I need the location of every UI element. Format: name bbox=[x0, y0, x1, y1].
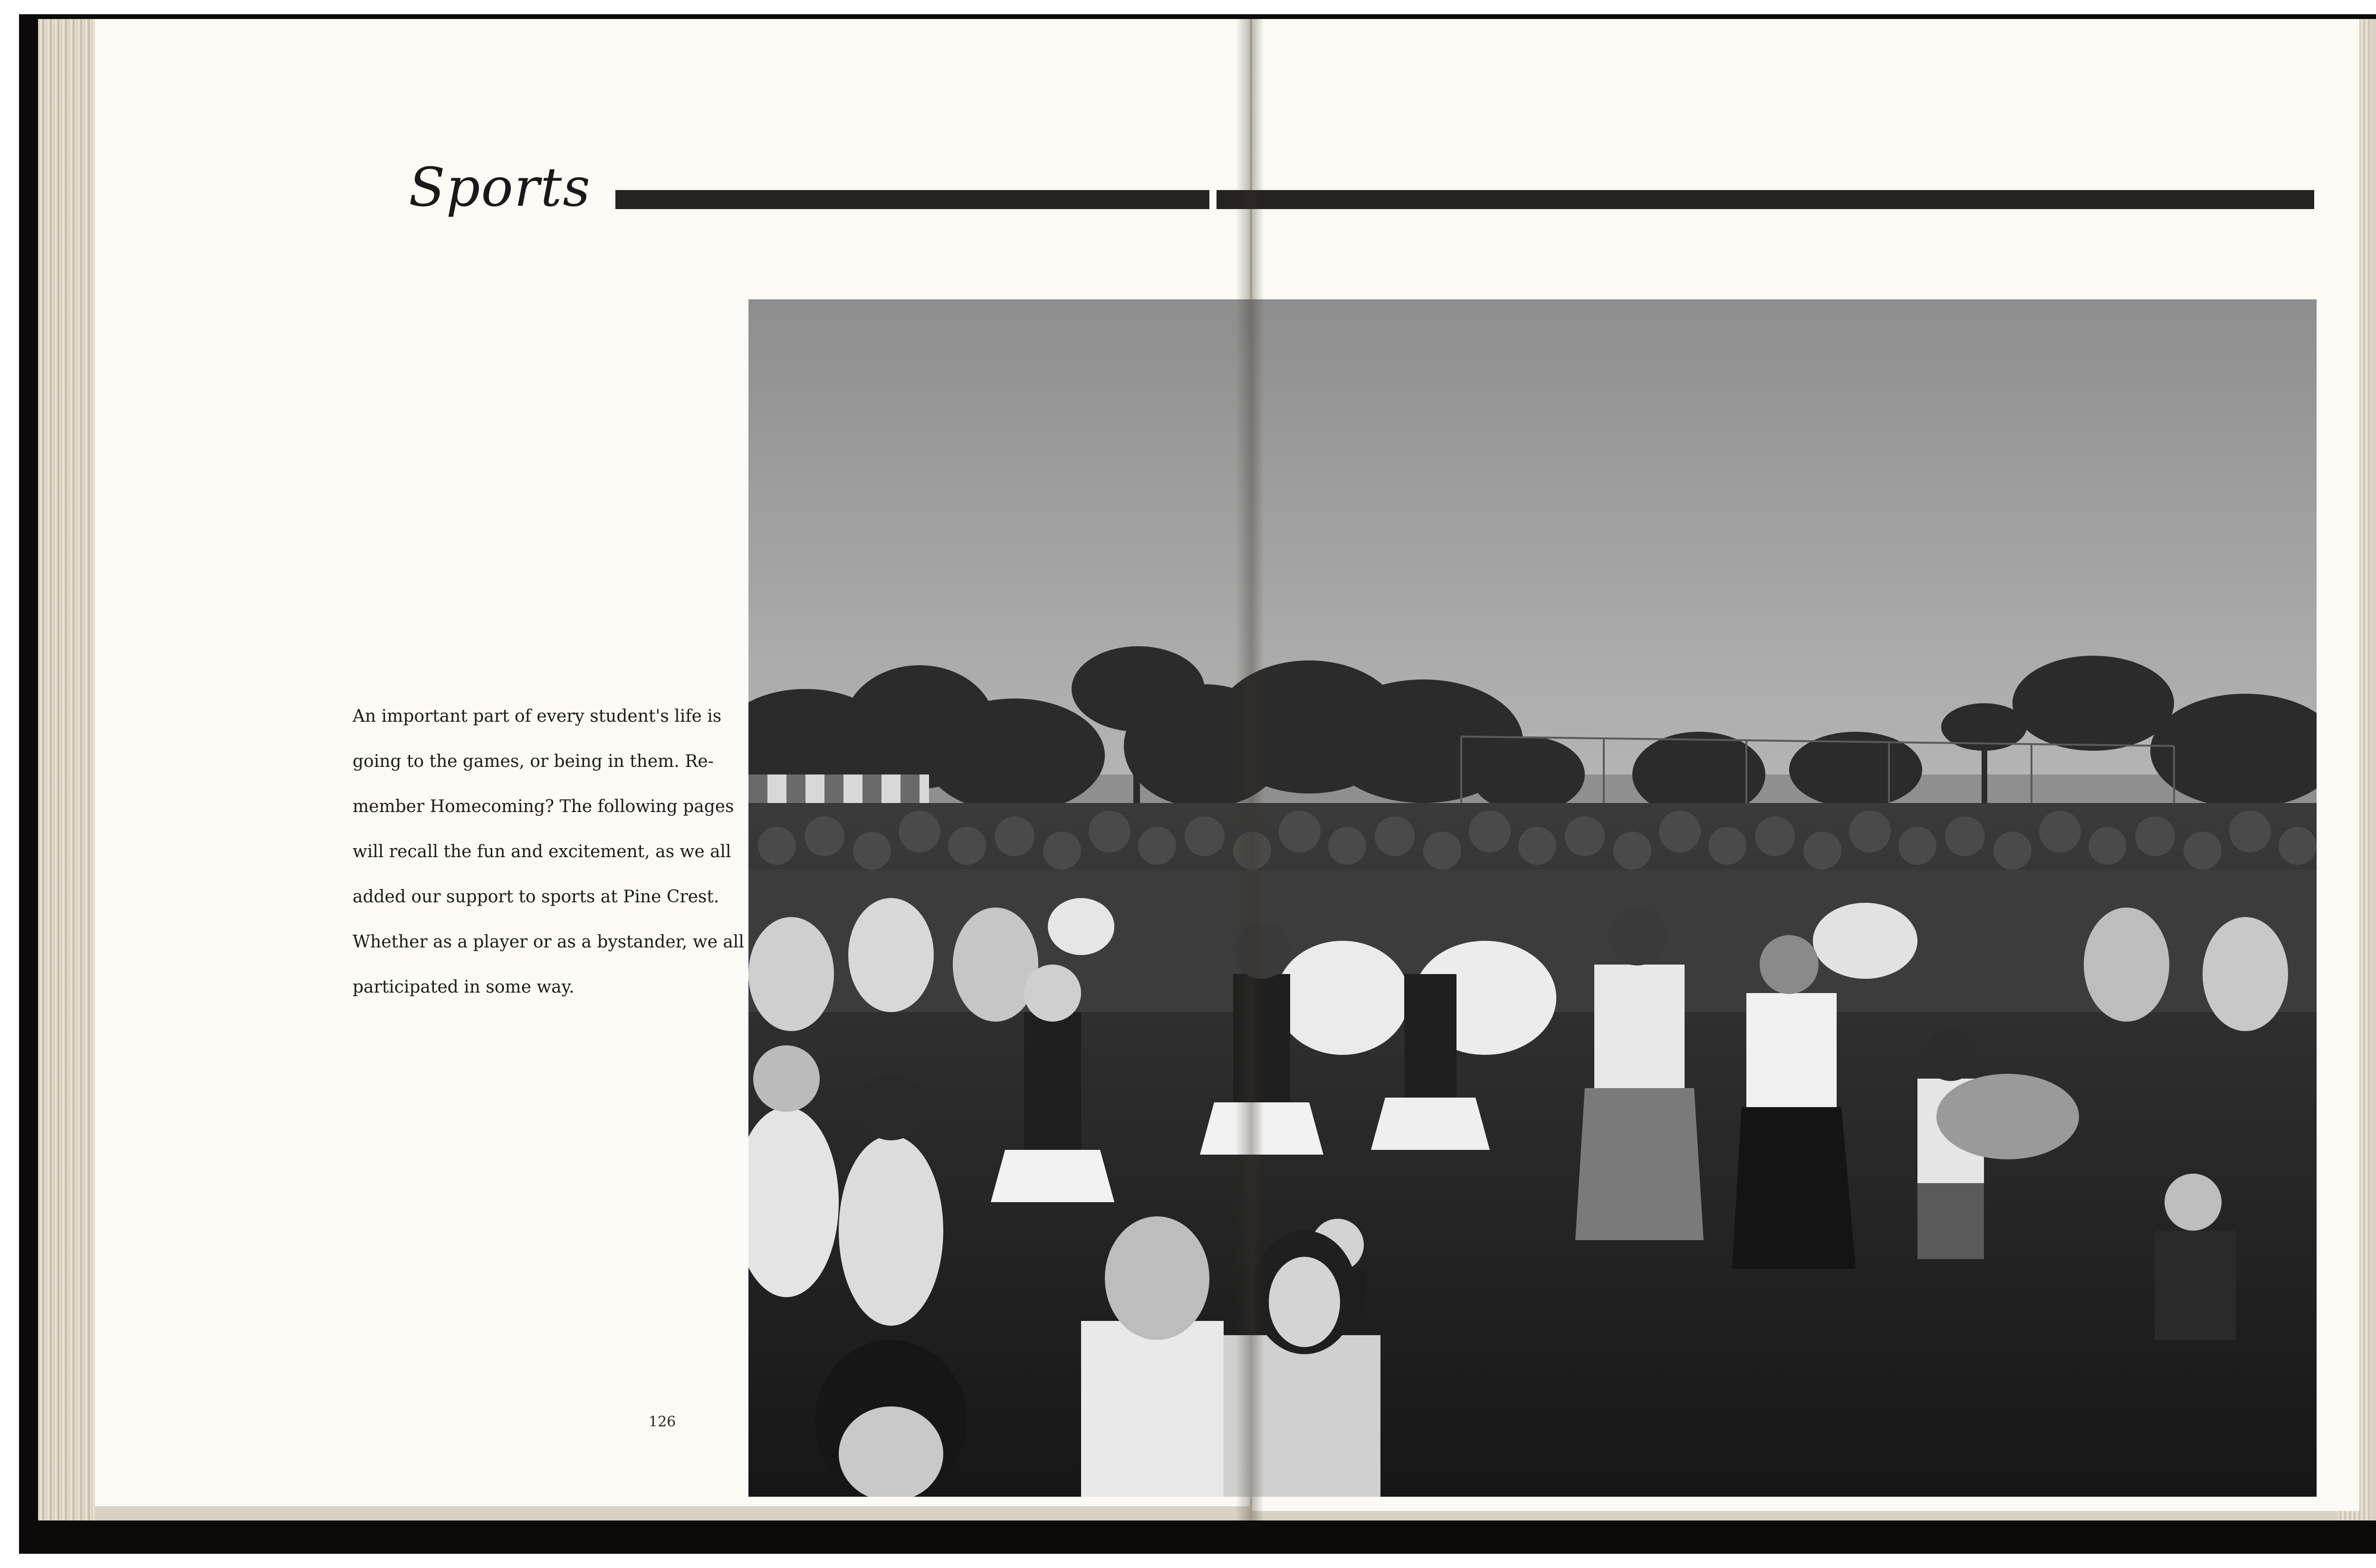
title-rule-left bbox=[615, 190, 1209, 209]
intro-paragraph bbox=[353, 694, 742, 1010]
book-gutter bbox=[1236, 19, 1264, 1520]
paragraph-line: member Homecoming? The following pages bbox=[353, 797, 734, 816]
paragraph-line: participated in some way. bbox=[353, 977, 575, 997]
crowd-photo bbox=[748, 299, 2317, 1497]
paragraph-line: going to the games, or being in them. Re- bbox=[353, 752, 714, 771]
page-number: 126 bbox=[649, 1414, 676, 1430]
paragraph-line: An important part of every student's life is bbox=[353, 707, 722, 726]
paragraph-line: Whether as a player or as a bystander, we all bbox=[353, 932, 744, 952]
paragraph-line: will recall the fun and excitement, as we all bbox=[353, 842, 731, 861]
paragraph-line: added our support to sports at Pine Crest. bbox=[353, 887, 719, 907]
title-rule-right bbox=[1217, 190, 2314, 209]
page-title: Sports bbox=[409, 157, 591, 219]
page-edges-left bbox=[38, 19, 95, 1520]
